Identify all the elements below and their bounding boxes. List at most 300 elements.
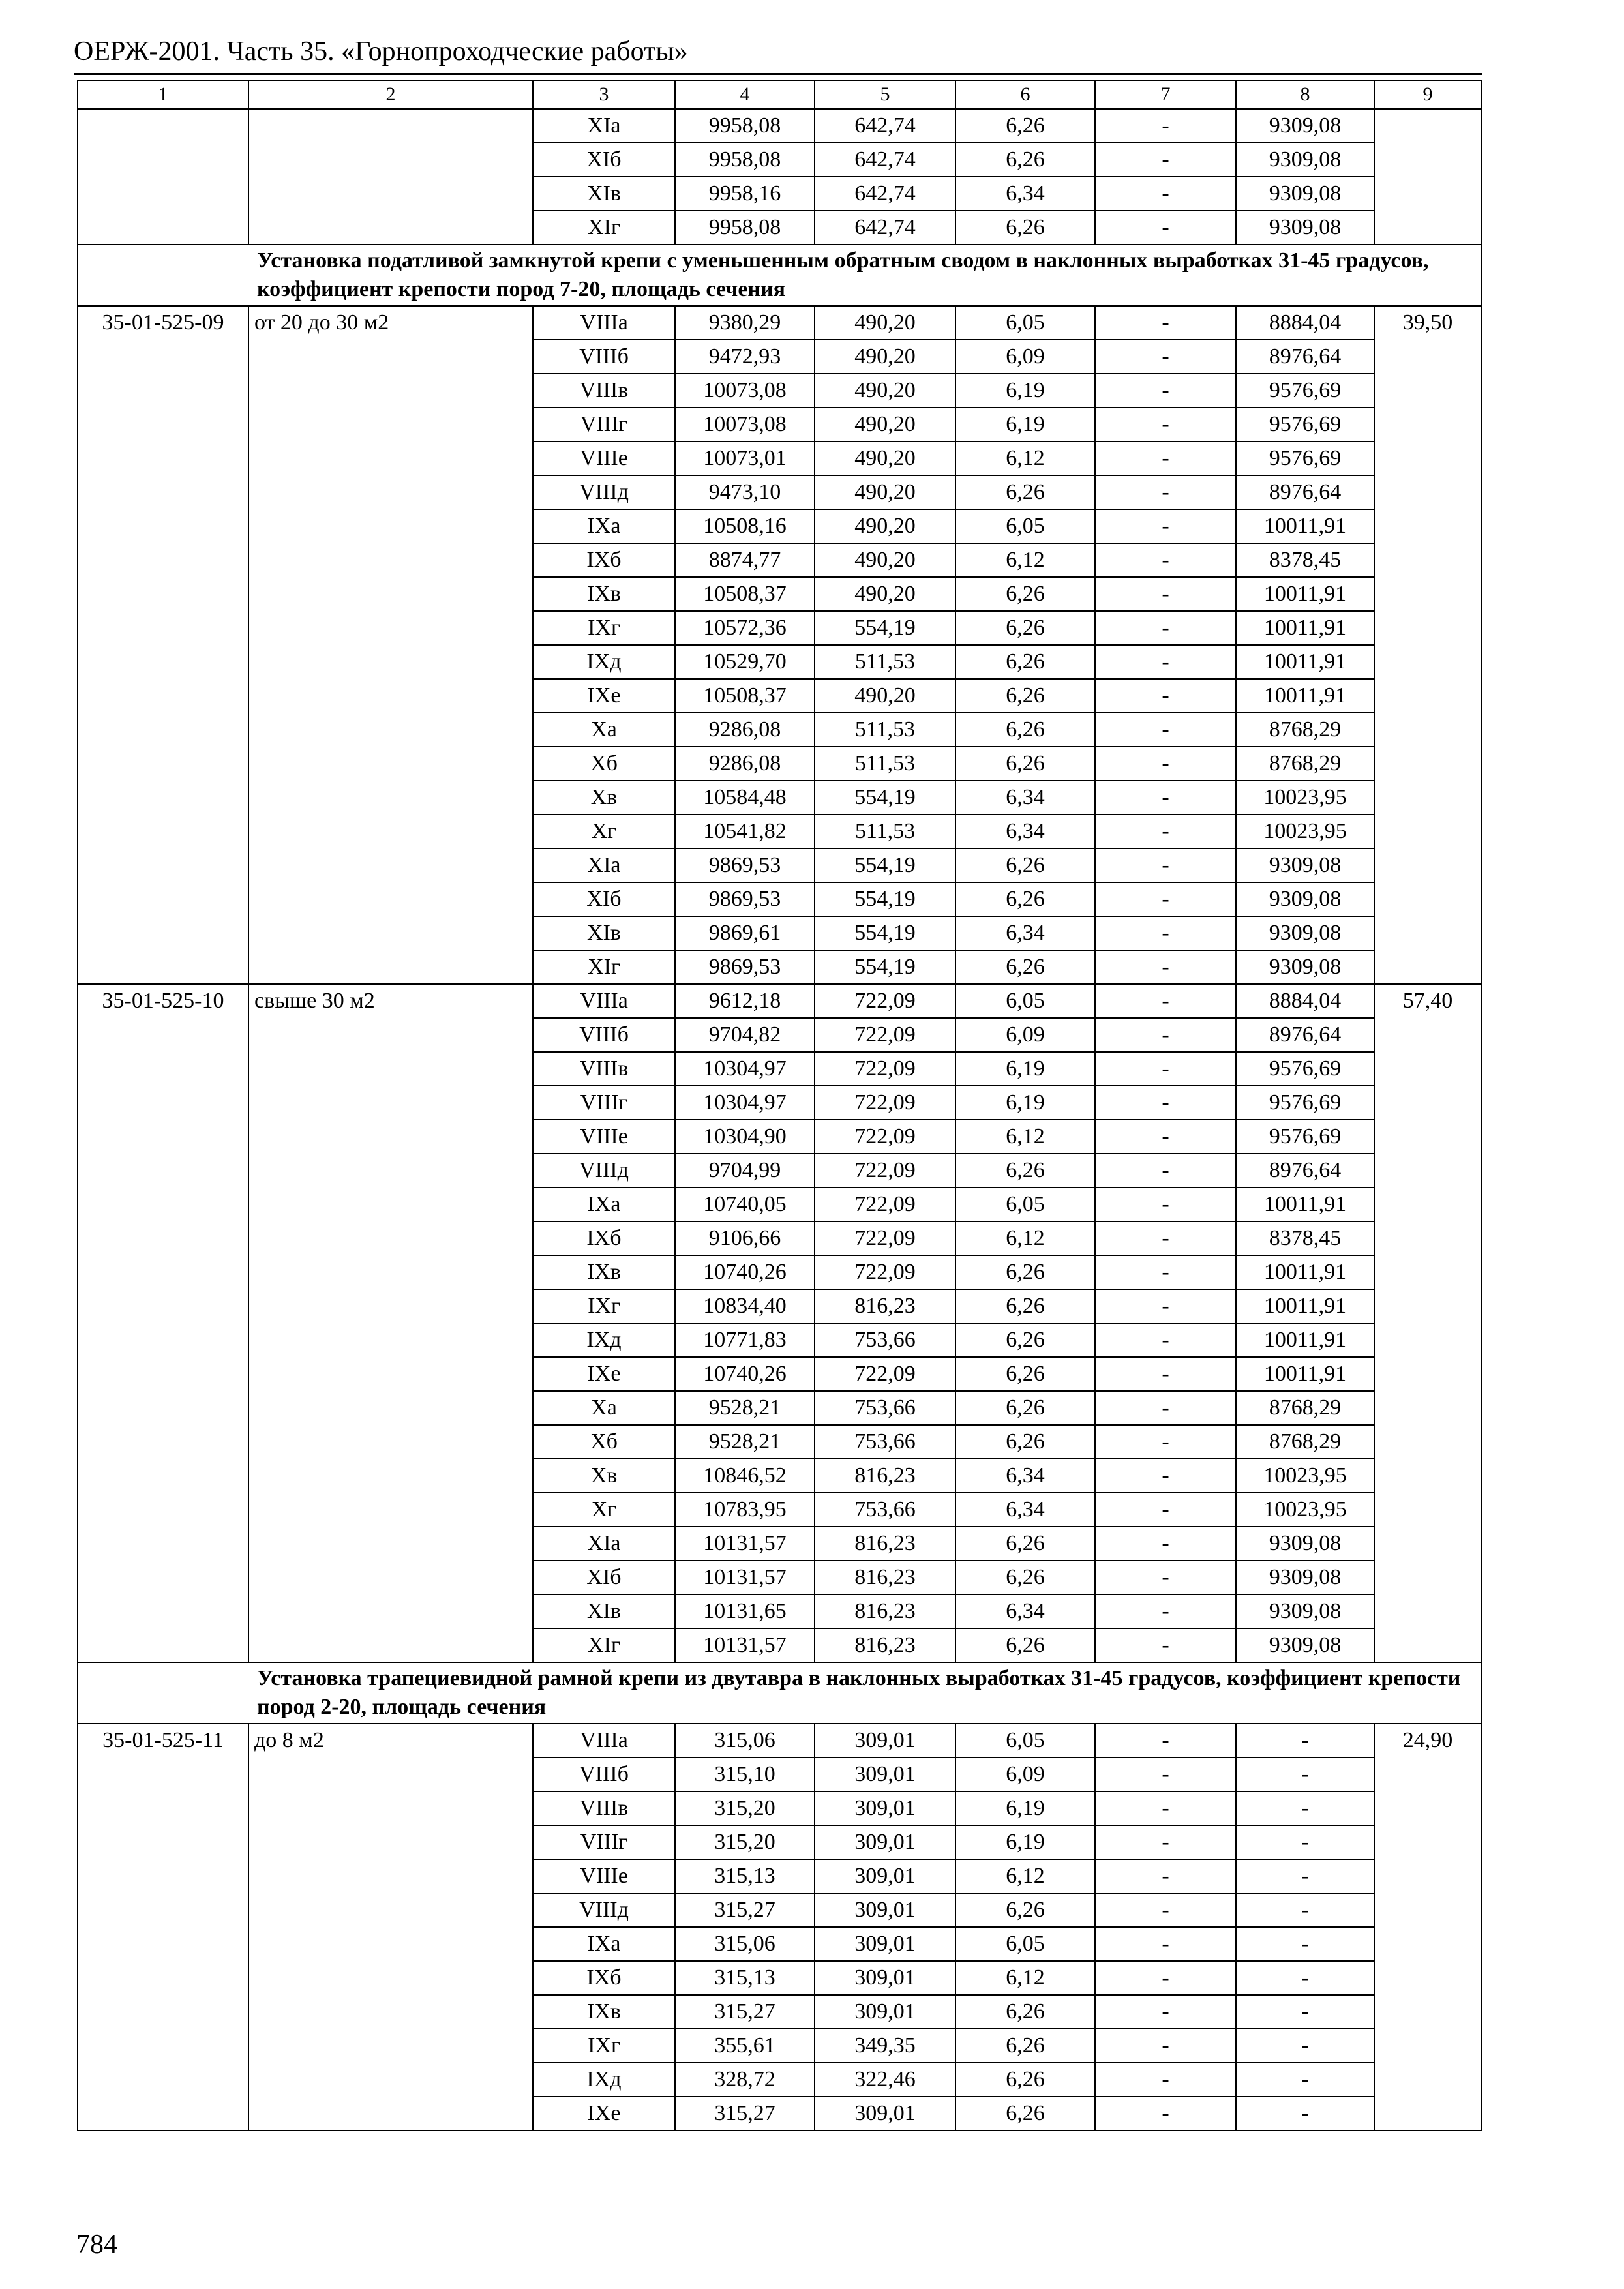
table-cell: 6,19 [955, 374, 1095, 408]
table-cell: - [1236, 1758, 1374, 1791]
table-cell: 6,26 [955, 1154, 1095, 1188]
table-cell: 9869,53 [675, 848, 815, 882]
column-number: 7 [1095, 80, 1236, 109]
table-cell: - [1095, 1493, 1236, 1527]
table-cell: 6,26 [955, 645, 1095, 679]
table-cell: 6,26 [955, 109, 1095, 143]
table-cell: 816,23 [815, 1527, 955, 1561]
table-cell: 6,26 [955, 611, 1095, 645]
table-cell: Xв [533, 1459, 675, 1493]
table-cell: 554,19 [815, 781, 955, 815]
table-cell: 10131,57 [675, 1561, 815, 1594]
table-cell: IXд [533, 2063, 675, 2097]
table-cell: 10304,97 [675, 1086, 815, 1120]
table-cell: IXд [533, 645, 675, 679]
table-cell: 10023,95 [1236, 1493, 1374, 1527]
table-cell: IXе [533, 679, 675, 713]
table-cell: - [1095, 1628, 1236, 1662]
table-cell: XIг [533, 950, 675, 984]
table-cell: IXв [533, 1995, 675, 2029]
table-cell: 9576,69 [1236, 1086, 1374, 1120]
table-cell: - [1236, 1893, 1374, 1927]
table-cell: 490,20 [815, 543, 955, 577]
table-cell: 642,74 [815, 211, 955, 245]
table-cell: Xг [533, 1493, 675, 1527]
table-cell: 10508,37 [675, 679, 815, 713]
table-cell: 642,74 [815, 143, 955, 177]
table-cell: IXд [533, 1323, 675, 1357]
table-cell: - [1095, 109, 1236, 143]
table-cell: VIIIа [533, 306, 675, 340]
table-cell: VIIIе [533, 1120, 675, 1154]
table-cell: 6,26 [955, 1527, 1095, 1561]
table-cell: VIIIг [533, 408, 675, 441]
section-title: Установка податливой замкнутой крепи с уменьшенным обратным сводом в наклонных выработках 31-45 градусов, коэффициент крепости пород 7-20, площадь сечения [257, 248, 1429, 301]
table-cell: VIIIа [533, 1724, 675, 1758]
table-cell: - [1236, 2029, 1374, 2063]
table-cell: 6,12 [955, 441, 1095, 475]
table-cell: 6,26 [955, 882, 1095, 916]
table-cell: 9309,08 [1236, 916, 1374, 950]
table-cell: 490,20 [815, 408, 955, 441]
table-cell: 309,01 [815, 1927, 955, 1961]
table-cell: 328,72 [675, 2063, 815, 2097]
column-number: 8 [1236, 80, 1374, 109]
table-cell: 6,05 [955, 306, 1095, 340]
table-cell: 6,26 [955, 1628, 1095, 1662]
table-cell: 6,19 [955, 1825, 1095, 1859]
table-cell: 9869,53 [675, 950, 815, 984]
table-cell: 309,01 [815, 1825, 955, 1859]
table-cell: 309,01 [815, 2097, 955, 2131]
table-cell: - [1095, 645, 1236, 679]
table-cell: - [1095, 1357, 1236, 1391]
table-cell: XIг [533, 1628, 675, 1662]
item-code-cell [78, 109, 248, 245]
table-cell: - [1095, 543, 1236, 577]
table-cell: 6,26 [955, 1357, 1095, 1391]
table-cell: - [1095, 1154, 1236, 1188]
table-cell: 9576,69 [1236, 1120, 1374, 1154]
table-cell: 315,06 [675, 1724, 815, 1758]
table-cell: 322,46 [815, 2063, 955, 2097]
table-cell: 10508,37 [675, 577, 815, 611]
table-cell: 8976,64 [1236, 1154, 1374, 1188]
table-cell: - [1095, 211, 1236, 245]
table-cell: 6,19 [955, 1052, 1095, 1086]
item-labor-cost-cell [1374, 109, 1481, 245]
table-cell: IXе [533, 1357, 675, 1391]
table-cell: Xа [533, 1391, 675, 1425]
table-cell: 6,26 [955, 1561, 1095, 1594]
table-row [78, 1724, 1481, 1758]
table-cell: 9576,69 [1236, 441, 1374, 475]
table-cell: 9106,66 [675, 1221, 815, 1255]
table-cell: IXе [533, 2097, 675, 2131]
table-cell: - [1095, 984, 1236, 1018]
table-cell: - [1095, 1594, 1236, 1628]
table-cell: 315,27 [675, 2097, 815, 2131]
table-cell: 10011,91 [1236, 1188, 1374, 1221]
table-cell: IXб [533, 1221, 675, 1255]
table-cell: 8884,04 [1236, 984, 1374, 1018]
table-cell: VIIIб [533, 1018, 675, 1052]
table-cell: - [1095, 679, 1236, 713]
table-cell: 816,23 [815, 1628, 955, 1662]
table-cell: Xв [533, 781, 675, 815]
table-cell: - [1095, 611, 1236, 645]
table-cell: 490,20 [815, 374, 955, 408]
table-cell: - [1095, 781, 1236, 815]
table-cell: IXа [533, 1188, 675, 1221]
table-cell: - [1095, 1561, 1236, 1594]
table-cell: 9869,61 [675, 916, 815, 950]
table-cell: Xб [533, 1425, 675, 1459]
item-description: от 20 до 30 м2 [248, 306, 533, 984]
table-cell: 9473,10 [675, 475, 815, 509]
section-heading [78, 245, 1481, 306]
table-cell: 6,26 [955, 1289, 1095, 1323]
table-cell: 722,09 [815, 1120, 955, 1154]
section-heading-row [78, 1662, 1481, 1724]
table-cell: IXб [533, 543, 675, 577]
table-row [78, 109, 1481, 143]
table-cell: 10131,57 [675, 1628, 815, 1662]
table-cell: 722,09 [815, 1018, 955, 1052]
table-cell: 315,13 [675, 1859, 815, 1893]
table-cell: 315,27 [675, 1893, 815, 1927]
table-cell: 6,34 [955, 1459, 1095, 1493]
table-cell: 10011,91 [1236, 1323, 1374, 1357]
table-cell: XIб [533, 1561, 675, 1594]
table-cell: - [1095, 916, 1236, 950]
item-labor-cost: 24,90 [1374, 1724, 1481, 2131]
table-cell: 10304,90 [675, 1120, 815, 1154]
item-code: 35-01-525-11 [78, 1724, 248, 2131]
table-cell: VIIIд [533, 1154, 675, 1188]
table-cell: 816,23 [815, 1561, 955, 1594]
table-cell: 816,23 [815, 1459, 955, 1493]
section-title: Установка трапециевидной рамной крепи из двутавра в наклонных выработках 31-45 градусов, коэффициент крепости пород 2-20, площадь сечения [257, 1666, 1461, 1719]
table-cell: - [1095, 2029, 1236, 2063]
table-cell: - [1095, 177, 1236, 211]
table-cell: 6,26 [955, 1995, 1095, 2029]
table-cell: 10508,16 [675, 509, 815, 543]
table-cell: - [1095, 475, 1236, 509]
table-cell: VIIIе [533, 441, 675, 475]
table-cell: 642,74 [815, 109, 955, 143]
table-cell: 10584,48 [675, 781, 815, 815]
table-cell: 6,26 [955, 2029, 1095, 2063]
table-cell: - [1095, 1323, 1236, 1357]
table-cell: VIIIг [533, 1825, 675, 1859]
table-cell: 6,12 [955, 1961, 1095, 1995]
table-cell: 309,01 [815, 1791, 955, 1825]
table-cell: 9309,08 [1236, 848, 1374, 882]
table-cell: 511,53 [815, 713, 955, 747]
table-cell: - [1095, 509, 1236, 543]
table-cell: 6,26 [955, 475, 1095, 509]
table-cell: - [1095, 848, 1236, 882]
table-cell: 722,09 [815, 1357, 955, 1391]
item-code: 35-01-525-09 [78, 306, 248, 984]
table-cell: 309,01 [815, 1758, 955, 1791]
table-cell: 6,05 [955, 984, 1095, 1018]
table-cell: 6,26 [955, 1425, 1095, 1459]
table-cell: 6,34 [955, 1594, 1095, 1628]
table-cell: 6,26 [955, 848, 1095, 882]
table-cell: 315,20 [675, 1825, 815, 1859]
column-number: 9 [1374, 80, 1481, 109]
column-number: 1 [78, 80, 248, 109]
table-cell: 554,19 [815, 611, 955, 645]
table-cell: - [1095, 1527, 1236, 1561]
table-cell: 309,01 [815, 1961, 955, 1995]
table-cell: 10541,82 [675, 815, 815, 848]
table-cell: 9958,08 [675, 211, 815, 245]
table-cell: 8976,64 [1236, 340, 1374, 374]
table-cell: 10011,91 [1236, 679, 1374, 713]
section-heading [78, 1662, 1481, 1724]
table-cell: - [1095, 713, 1236, 747]
table-cell: 6,26 [955, 713, 1095, 747]
table-cell: 8874,77 [675, 543, 815, 577]
table-cell: - [1095, 747, 1236, 781]
item-description: свыше 30 м2 [248, 984, 533, 1662]
table-cell: 309,01 [815, 1995, 955, 2029]
table-cell: 490,20 [815, 340, 955, 374]
table-cell: XIа [533, 109, 675, 143]
table-cell: IXб [533, 1961, 675, 1995]
table-cell: - [1095, 1893, 1236, 1927]
table-cell: - [1095, 1289, 1236, 1323]
table-cell: VIIIв [533, 374, 675, 408]
table-cell: 722,09 [815, 1188, 955, 1221]
table-cell: 9309,08 [1236, 1628, 1374, 1662]
table-cell: 8768,29 [1236, 1391, 1374, 1425]
table-cell: 10073,08 [675, 408, 815, 441]
table-cell: 8976,64 [1236, 1018, 1374, 1052]
table-cell: - [1095, 1791, 1236, 1825]
table-cell: 10131,57 [675, 1527, 815, 1561]
table-cell: 315,20 [675, 1791, 815, 1825]
table-cell: 9286,08 [675, 747, 815, 781]
table-cell: 309,01 [815, 1859, 955, 1893]
table-cell: 10131,65 [675, 1594, 815, 1628]
table-row [78, 984, 1481, 1018]
table-cell: 490,20 [815, 577, 955, 611]
column-number: 4 [675, 80, 815, 109]
table-cell: - [1095, 950, 1236, 984]
table-cell: 753,66 [815, 1493, 955, 1527]
table-cell: 10740,26 [675, 1357, 815, 1391]
table-cell: 6,05 [955, 1927, 1095, 1961]
rates-table [77, 80, 1482, 2131]
page-header-title: ОЕРЖ-2001. Часть 35. «Горнопроходческие работы» [74, 37, 688, 67]
table-cell: 722,09 [815, 1086, 955, 1120]
table-cell: 10011,91 [1236, 1289, 1374, 1323]
table-cell: XIа [533, 848, 675, 882]
table-cell: - [1095, 1391, 1236, 1425]
table-cell: VIIIе [533, 1859, 675, 1893]
table-cell: 6,12 [955, 1120, 1095, 1154]
table-cell: - [1095, 1120, 1236, 1154]
column-number-row [78, 80, 1481, 109]
table-cell: Xб [533, 747, 675, 781]
table-cell: - [1095, 1995, 1236, 2029]
table-cell: 9472,93 [675, 340, 815, 374]
table-cell: 309,01 [815, 1893, 955, 1927]
table-cell: 511,53 [815, 645, 955, 679]
table-cell: VIIIв [533, 1791, 675, 1825]
table-cell: 9528,21 [675, 1391, 815, 1425]
rates-table-body [78, 80, 1481, 2131]
table-cell: 10771,83 [675, 1323, 815, 1357]
page-number: 784 [76, 2230, 117, 2260]
item-description: до 8 м2 [248, 1724, 533, 2131]
table-cell: 9958,08 [675, 143, 815, 177]
table-cell: 10529,70 [675, 645, 815, 679]
table-cell: 554,19 [815, 950, 955, 984]
table-cell: VIIIб [533, 1758, 675, 1791]
table-cell: 9704,99 [675, 1154, 815, 1188]
table-cell: 10304,97 [675, 1052, 815, 1086]
table-cell: 10834,40 [675, 1289, 815, 1323]
table-cell: XIг [533, 211, 675, 245]
table-cell: 6,12 [955, 543, 1095, 577]
table-cell: 6,26 [955, 211, 1095, 245]
table-cell: VIIIа [533, 984, 675, 1018]
table-cell: 315,10 [675, 1758, 815, 1791]
table-cell: 10572,36 [675, 611, 815, 645]
table-cell: - [1236, 1995, 1374, 2029]
column-number: 2 [248, 80, 533, 109]
table-cell: 722,09 [815, 1154, 955, 1188]
table-cell: 8976,64 [1236, 475, 1374, 509]
table-cell: 722,09 [815, 1052, 955, 1086]
header-rule-thick [74, 73, 1482, 75]
table-cell: 6,26 [955, 950, 1095, 984]
table-cell: 6,26 [955, 1255, 1095, 1289]
table-cell: 10011,91 [1236, 1357, 1374, 1391]
table-cell: 722,09 [815, 1221, 955, 1255]
table-cell: 6,09 [955, 340, 1095, 374]
table-cell: - [1095, 1052, 1236, 1086]
table-cell: VIIIд [533, 475, 675, 509]
table-cell: 9576,69 [1236, 1052, 1374, 1086]
table-cell: 10073,08 [675, 374, 815, 408]
table-cell: 6,26 [955, 1893, 1095, 1927]
table-cell: 9309,08 [1236, 950, 1374, 984]
table-cell: 9958,08 [675, 109, 815, 143]
table-cell: 9309,08 [1236, 177, 1374, 211]
table-cell: VIIIг [533, 1086, 675, 1120]
table-cell: - [1095, 1724, 1236, 1758]
table-cell: 642,74 [815, 177, 955, 211]
table-cell: XIв [533, 916, 675, 950]
table-cell: 9869,53 [675, 882, 815, 916]
table-cell: Xа [533, 713, 675, 747]
table-cell: - [1236, 1724, 1374, 1758]
table-cell: - [1095, 306, 1236, 340]
table-cell: XIб [533, 882, 675, 916]
table-cell: 10073,01 [675, 441, 815, 475]
table-cell: - [1095, 408, 1236, 441]
table-cell: 6,19 [955, 1791, 1095, 1825]
table-cell: IXв [533, 577, 675, 611]
table-cell: 490,20 [815, 306, 955, 340]
table-cell: IXг [533, 1289, 675, 1323]
section-heading-row [78, 245, 1481, 306]
table-cell: IXв [533, 1255, 675, 1289]
column-number: 6 [955, 80, 1095, 109]
table-cell: 8378,45 [1236, 1221, 1374, 1255]
column-number: 3 [533, 80, 675, 109]
table-cell: 10846,52 [675, 1459, 815, 1493]
table-cell: 6,34 [955, 1493, 1095, 1527]
table-cell: - [1095, 143, 1236, 177]
table-cell: - [1095, 1859, 1236, 1893]
table-cell: XIб [533, 143, 675, 177]
table-row [78, 306, 1481, 340]
table-cell: 511,53 [815, 747, 955, 781]
table-cell: 315,27 [675, 1995, 815, 2029]
table-cell: 349,35 [815, 2029, 955, 2063]
table-cell: 6,19 [955, 1086, 1095, 1120]
table-cell: XIв [533, 177, 675, 211]
table-cell: - [1095, 1255, 1236, 1289]
item-labor-cost: 57,40 [1374, 984, 1481, 1662]
item-code: 35-01-525-10 [78, 984, 248, 1662]
table-cell: - [1095, 1758, 1236, 1791]
table-cell: 315,06 [675, 1927, 815, 1961]
table-cell: 9309,08 [1236, 882, 1374, 916]
table-cell: 753,66 [815, 1391, 955, 1425]
table-cell: 753,66 [815, 1425, 955, 1459]
item-description-cell [248, 109, 533, 245]
table-cell: 6,05 [955, 509, 1095, 543]
table-cell: 355,61 [675, 2029, 815, 2063]
table-cell: 6,26 [955, 577, 1095, 611]
table-cell: 10011,91 [1236, 611, 1374, 645]
table-cell: - [1095, 1459, 1236, 1493]
table-cell: 10011,91 [1236, 1255, 1374, 1289]
table-cell: 816,23 [815, 1289, 955, 1323]
table-cell: 10023,95 [1236, 781, 1374, 815]
table-cell: XIа [533, 1527, 675, 1561]
table-cell: VIIIб [533, 340, 675, 374]
table-cell: - [1095, 1221, 1236, 1255]
table-cell: 10011,91 [1236, 577, 1374, 611]
table-cell: - [1095, 1425, 1236, 1459]
table-cell: 6,26 [955, 143, 1095, 177]
table-cell: 9286,08 [675, 713, 815, 747]
table-cell: 6,34 [955, 177, 1095, 211]
table-cell: - [1236, 1927, 1374, 1961]
table-cell: 6,09 [955, 1018, 1095, 1052]
table-cell: 6,19 [955, 408, 1095, 441]
table-cell: 9612,18 [675, 984, 815, 1018]
table-cell: IXа [533, 509, 675, 543]
table-cell: - [1095, 2063, 1236, 2097]
table-cell: 9576,69 [1236, 408, 1374, 441]
table-cell: 9309,08 [1236, 211, 1374, 245]
table-cell: 309,01 [815, 1724, 955, 1758]
table-cell: 9958,16 [675, 177, 815, 211]
table-cell: 6,34 [955, 916, 1095, 950]
table-cell: IXг [533, 611, 675, 645]
table-cell: - [1236, 2097, 1374, 2131]
